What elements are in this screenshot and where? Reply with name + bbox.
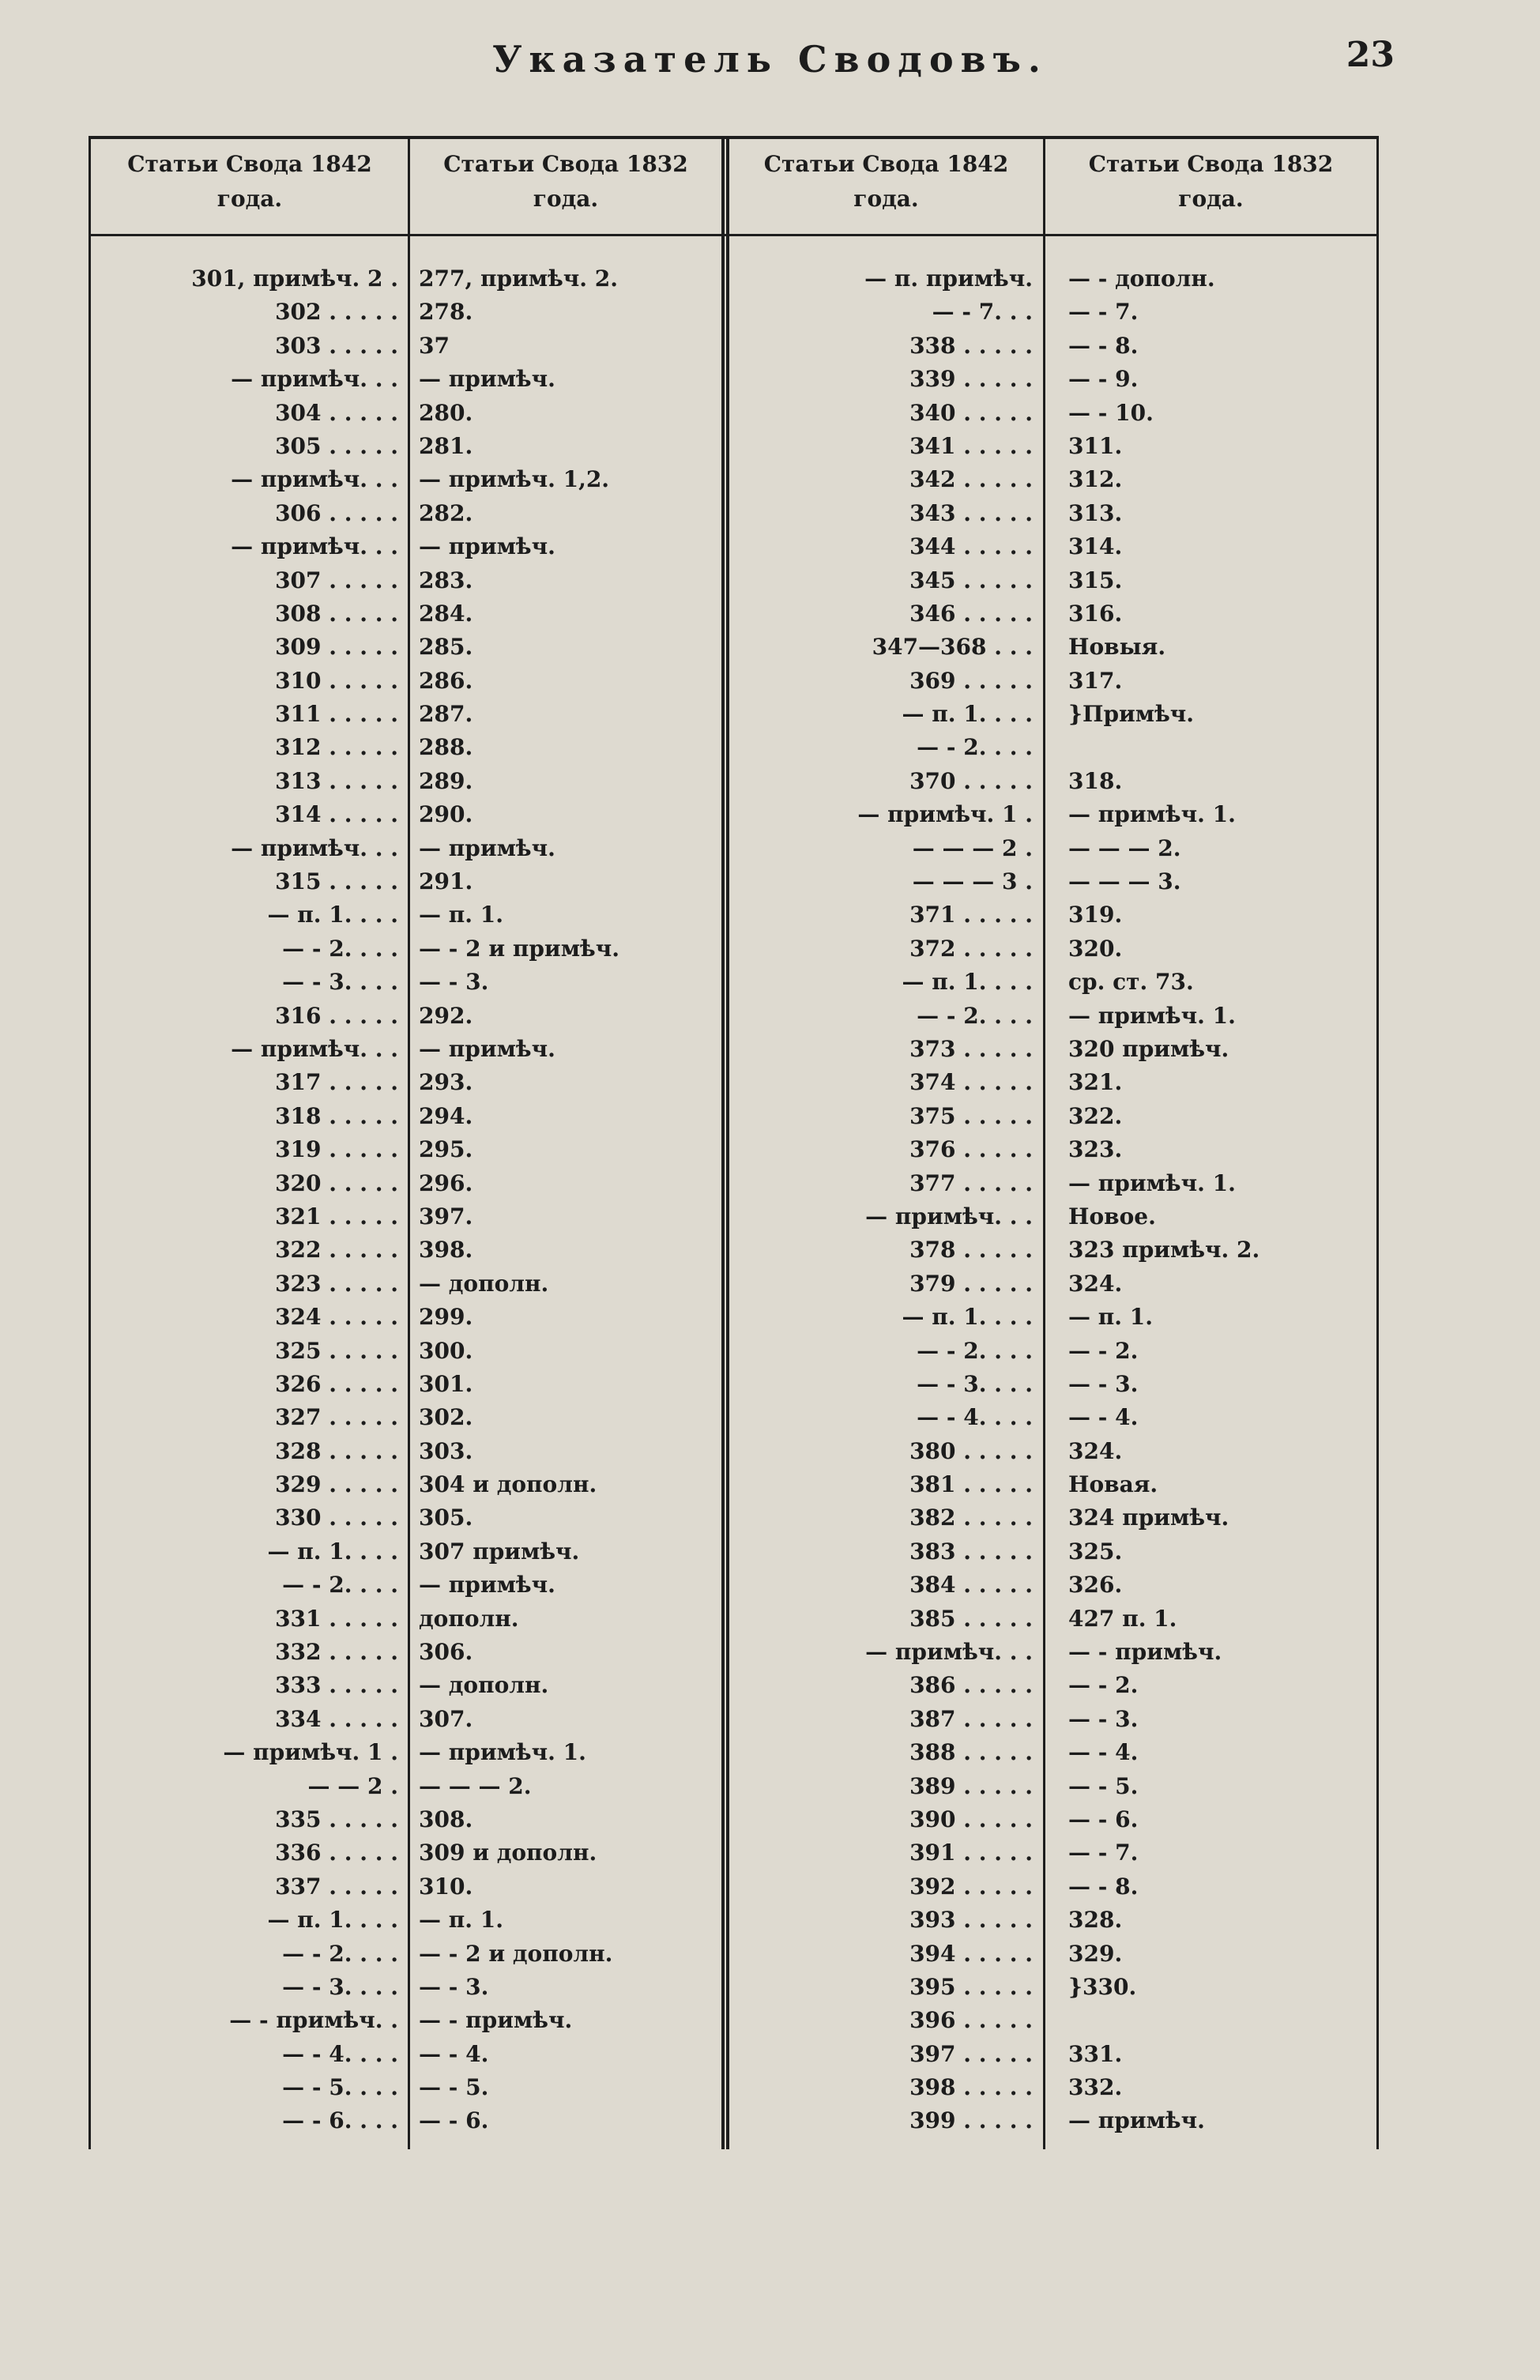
table-cell: 324 . . . . . [275,1304,398,1331]
table-cell: 326. [1068,1572,1123,1599]
table-cell: 304 и дополн. [419,1471,597,1498]
table-cell: — - 2. . . . [282,1940,398,1967]
table-cell: 384 . . . . . [909,1572,1033,1599]
table-cell: 313. [1068,499,1123,526]
table-cell: — примѣч. [419,533,555,560]
table-cell: 308 . . . . . [275,600,398,627]
table-cell: — — 2 . [307,1772,398,1799]
table-cell: 312 . . . . . [275,734,398,761]
table-cell: — п. 1. . . . [267,902,398,928]
table-cell: 325 . . . . . [275,1337,398,1364]
table-cell: 346 . . . . . [909,600,1033,627]
table-cell: — — — 2. [419,1772,532,1799]
table-cell: — примѣч. 1. [1068,1169,1236,1196]
table-cell: 284. [419,600,473,627]
table-cell: — п. примѣч. [864,265,1033,292]
table-cell: 310. [419,1873,473,1900]
table-cell: 328. [1068,1907,1123,1934]
table-cell: 329. [1068,1940,1123,1967]
table-cell: 327 . . . . . [275,1404,398,1431]
table-cell: 285. [419,634,473,661]
table-header-rule [88,234,1379,236]
table-cell: — примѣч. [419,1035,555,1062]
table-cell: 332 . . . . . [275,1639,398,1666]
table-cell: — примѣч. . . [231,366,398,393]
table-cell: 318. [1068,767,1123,794]
table-cell: — - 6. . . . [282,2107,398,2134]
table-cell: 396 . . . . . [909,2007,1033,2034]
table-cell: — - примѣч. . [229,2007,398,2034]
table-cell: 388 . . . . . [909,1739,1033,1766]
table-cell: — - 4. [1068,1404,1139,1431]
table-cell: — - 6. [419,2107,489,2134]
table-cell: 377 . . . . . [909,1169,1033,1196]
table-cell: 324 примѣч. [1068,1504,1229,1531]
table-cell: 323. [1068,1136,1123,1163]
table-cell: 283. [419,567,473,593]
table-cell: дополн. [419,1605,519,1632]
table-cell: 391 . . . . . [909,1840,1033,1866]
table-cell: 296. [419,1169,473,1196]
table-cell: — - 3. [1068,1705,1139,1732]
table-cell: 314. [1068,533,1123,560]
table-cell: 331 . . . . . [275,1605,398,1632]
table-cell: — - 5. . . . [282,2074,398,2101]
table-cell: — - 3. . . . [282,969,398,996]
table-cell: 325. [1068,1538,1123,1565]
table-cell: 318 . . . . . [275,1102,398,1129]
table-cell: 307 примѣч. [419,1538,580,1565]
table-cell: 336 . . . . . [275,1840,398,1866]
table-cell: — примѣч. . . [865,1639,1033,1666]
table-cell: 371 . . . . . [909,902,1033,928]
table-cell: 329 . . . . . [275,1471,398,1498]
table-cell: 310 . . . . . [275,667,398,694]
table-cell: 373 . . . . . [909,1035,1033,1062]
table-cell: — - 3. [1068,1370,1139,1397]
table-cell: — примѣч. . . [231,1035,398,1062]
table-cell: }330. [1068,1973,1137,2000]
table-cell: 322. [1068,1102,1123,1129]
table-cell: 370 . . . . . [909,767,1033,794]
table-cell: — - 7. . . [932,299,1033,326]
table-cell: — - 8. [1068,332,1139,359]
table-cell: 311. [1068,432,1123,459]
table-cell: ср. ст. 73. [1068,969,1194,996]
table-cell: — п. 1. [419,1907,503,1934]
table-cell: — п. 1. . . . [902,1304,1033,1331]
table-cell: 345 . . . . . [909,567,1033,593]
table-cell: 321. [1068,1069,1123,1096]
table-cell: 37 [419,332,450,359]
table-cell: 303 . . . . . [275,332,398,359]
table-cell: 316. [1068,600,1123,627]
table-cell: — - 2 и дополн. [419,1940,613,1967]
table-cell: — - 6. [1068,1806,1139,1832]
table-cell: — - 2. . . . [282,935,398,962]
table-cell: 302 . . . . . [275,299,398,326]
table-cell: 290. [419,801,473,828]
table-cell: 344 . . . . . [909,533,1033,560]
table-cell: 304 . . . . . [275,399,398,426]
table-cell: 379 . . . . . [909,1270,1033,1297]
table-cell: 299. [419,1304,473,1331]
table-cell: 334 . . . . . [275,1705,398,1732]
table-cell: Новое. [1068,1203,1156,1230]
table-cell: 326 . . . . . [275,1370,398,1397]
table-cell: 381 . . . . . [909,1471,1033,1498]
table-cell: — - 5. [1068,1772,1139,1799]
table-cell [1068,731,1372,764]
table-cell: 315 . . . . . [275,868,398,895]
table-right-border [1376,136,1379,2149]
table-cell: — дополн. [419,1672,549,1699]
table-cell: 309 . . . . . [275,634,398,661]
column-right-1832 [1068,262,1372,2138]
column-divider [1043,136,1045,2149]
table-cell: 397. [419,1203,473,1230]
table-cell: 311 . . . . . [275,701,398,728]
table-cell: 378 . . . . . [909,1237,1033,1263]
table-cell: 320. [1068,935,1123,962]
table-cell: 322 . . . . . [275,1237,398,1263]
table-cell: Новыя. [1068,634,1166,661]
table-cell: 392 . . . . . [909,1873,1033,1900]
table-cell: 339 . . . . . [909,366,1033,393]
table-cell: 294. [419,1102,473,1129]
table-cell: 323 . . . . . [275,1270,398,1297]
table-cell: — п. 1. [1068,1304,1153,1331]
table-cell: 347—368 . . . [872,634,1033,661]
table-cell: 303. [419,1437,473,1464]
table-cell: — примѣч. 1 . [857,801,1033,828]
table-cell: 301, примѣч. 2 . [191,265,398,292]
table-cell: 332. [1068,2074,1123,2101]
column-left-1832 [419,262,715,2138]
table-cell: 375 . . . . . [909,1102,1033,1129]
table-cell: 319. [1068,902,1123,928]
table-cell: 399 . . . . . [909,2107,1033,2134]
table-cell: 307 . . . . . [275,567,398,593]
table-cell: — - 7. [1068,299,1139,326]
index-table [88,136,1379,2149]
table-cell: 312. [1068,466,1123,493]
column-header-left-1832: Статьи Свода 1832 года. [443,151,688,212]
table-cell: 317. [1068,667,1123,694]
table-cell: — примѣч. 1,2. [419,466,610,493]
column-header-left-1842: Статьи Свода 1842 года. [127,151,372,212]
table-left-border [88,136,91,2149]
table-cell: — - 2. . . . [917,1337,1033,1364]
table-cell: 343 . . . . . [909,499,1033,526]
table-cell: 306 . . . . . [275,499,398,526]
table-cell: 317 . . . . . [275,1069,398,1096]
table-cell: — дополн. [419,1270,549,1297]
table-cell: 372 . . . . . [909,935,1033,962]
table-cell: — - дополн. [1068,265,1215,292]
table-cell: 280. [419,399,473,426]
table-cell: 395 . . . . . [909,1973,1033,2000]
table-cell: 331. [1068,2040,1123,2067]
table-cell: 306. [419,1639,473,1666]
table-cell: 315. [1068,567,1123,593]
table-cell: — - 4. [1068,1739,1139,1766]
column-left-1842 [120,262,398,2138]
table-cell: — - 8. [1068,1873,1139,1900]
table-cell: 427 п. 1. [1068,1605,1177,1632]
table-cell: — — — 3 . [912,868,1033,895]
table-cell: 383 . . . . . [909,1538,1033,1565]
table-cell: 305. [419,1504,473,1531]
table-cell: 338 . . . . . [909,332,1033,359]
table-cell: — - 3. . . . [917,1370,1033,1397]
table-cell: — примѣч. . . [865,1203,1033,1230]
table-cell: — примѣч. [419,1572,555,1599]
table-cell: 386 . . . . . [909,1672,1033,1699]
table-cell: — п. 1. . . . [267,1538,398,1565]
table-cell: — примѣч. [1068,2107,1205,2134]
table-cell: 291. [419,868,473,895]
table-cell: — п. 1. . . . [902,969,1033,996]
table-cell: 389 . . . . . [909,1772,1033,1799]
table-cell: — п. 1. . . . [902,701,1033,728]
table-cell: 308. [419,1806,473,1832]
table-cell: — - 3. [419,1973,489,2000]
table-cell: 341 . . . . . [909,432,1033,459]
table-cell: 328 . . . . . [275,1437,398,1464]
table-cell: 337 . . . . . [275,1873,398,1900]
table-cell: 277, примѣч. 2. [419,265,619,292]
table-cell: 320 примѣч. [1068,1035,1229,1062]
table-cell: 398. [419,1237,473,1263]
table-top-rule [88,136,1379,139]
table-cell: — - 10. [1068,399,1154,426]
table-cell: 302. [419,1404,473,1431]
center-double-divider [721,136,725,2149]
table-cell: 305 . . . . . [275,432,398,459]
table-cell: 301. [419,1370,473,1397]
table-cell: 390 . . . . . [909,1806,1033,1832]
table-cell: 319 . . . . . [275,1136,398,1163]
table-cell: — примѣч. [419,366,555,393]
table-cell: 288. [419,734,473,761]
table-cell: 300. [419,1337,473,1364]
table-cell: 316 . . . . . [275,1002,398,1029]
table-cell: 340 . . . . . [909,399,1033,426]
column-divider [408,136,410,2149]
table-cell: Новая. [1068,1471,1158,1498]
table-cell: 335 . . . . . [275,1806,398,1832]
table-cell: — - 2. . . . [917,1002,1033,1029]
page-header-title: Указатель Сводовъ. [492,38,1048,81]
table-cell: — - 4. [419,2040,489,2067]
column-header-right-1842: Статьи Свода 1842 года. [763,151,1009,212]
table-cell: 323 примѣч. 2. [1068,1237,1260,1263]
table-cell: 369 . . . . . [909,667,1033,694]
table-cell: — - 2. . . . [282,1572,398,1599]
table-cell: 398 . . . . . [909,2074,1033,2101]
table-cell: 374 . . . . . [909,1069,1033,1096]
table-cell: 289. [419,767,473,794]
table-cell: — примѣч. . . [231,533,398,560]
table-cell: 324. [1068,1437,1123,1464]
table-cell: 394 . . . . . [909,1940,1033,1967]
table-cell: — - 2 и примѣч. [419,935,619,962]
table-cell: — - 2. [1068,1672,1139,1699]
table-cell: 295. [419,1136,473,1163]
table-cell: — примѣч. . . [231,834,398,861]
table-cell: — - 9. [1068,366,1139,393]
table-cell: 313 . . . . . [275,767,398,794]
table-cell: 330 . . . . . [275,1504,398,1531]
table-cell: 281. [419,432,473,459]
table-cell: — - примѣч. [1068,1639,1222,1666]
table-cell: — - 3. . . . [282,1973,398,2000]
table-cell: — примѣч. . . [231,466,398,493]
table-cell: 342 . . . . . [909,466,1033,493]
table-cell: 282. [419,499,473,526]
table-cell: 309 и дополн. [419,1840,597,1866]
column-header-right-1832: Статьи Свода 1832 года. [1088,151,1334,212]
table-cell: — — — 2 . [912,834,1033,861]
table-cell: 376 . . . . . [909,1136,1033,1163]
table-cell: — примѣч. 1. [419,1739,586,1766]
table-cell: 293. [419,1069,473,1096]
table-cell: — - 2. [1068,1337,1139,1364]
table-cell [1068,2004,1372,2037]
table-cell: 320 . . . . . [275,1169,398,1196]
table-cell: — - 4. . . . [282,2040,398,2067]
table-cell: — - 5. [419,2074,489,2101]
table-cell: — примѣч. [419,834,555,861]
column-right-1842 [744,262,1033,2138]
table-cell: 382 . . . . . [909,1504,1033,1531]
table-cell: — п. 1. [419,902,503,928]
table-cell: 333 . . . . . [275,1672,398,1699]
table-cell: — — — 3. [1068,868,1181,895]
table-cell: 397 . . . . . [909,2040,1033,2067]
table-cell: — примѣч. 1 . [223,1739,398,1766]
table-cell: 292. [419,1002,473,1029]
page-number: 23 [1346,35,1395,75]
table-cell: — - 4. . . . [917,1404,1033,1431]
table-cell: 278. [419,299,473,326]
table-cell: — - примѣч. [419,2007,573,2034]
table-cell: — - 2. . . . [917,734,1033,761]
table-cell: — — — 2. [1068,834,1181,861]
table-cell: 324. [1068,1270,1123,1297]
table-cell: 314 . . . . . [275,801,398,828]
table-cell: 321 . . . . . [275,1203,398,1230]
table-cell: 287. [419,701,473,728]
table-cell: — п. 1. . . . [267,1907,398,1934]
table-cell: 307. [419,1705,473,1732]
table-cell: 387 . . . . . [909,1705,1033,1732]
table-cell: 286. [419,667,473,694]
table-cell: — - 3. [419,969,489,996]
table-cell: 385 . . . . . [909,1605,1033,1632]
table-cell: — примѣч. 1. [1068,801,1236,828]
table-cell: 380 . . . . . [909,1437,1033,1464]
table-cell: 393 . . . . . [909,1907,1033,1934]
table-cell: — - 7. [1068,1840,1139,1866]
table-cell: }Примѣч. [1068,701,1195,728]
table-cell: — примѣч. 1. [1068,1002,1236,1029]
